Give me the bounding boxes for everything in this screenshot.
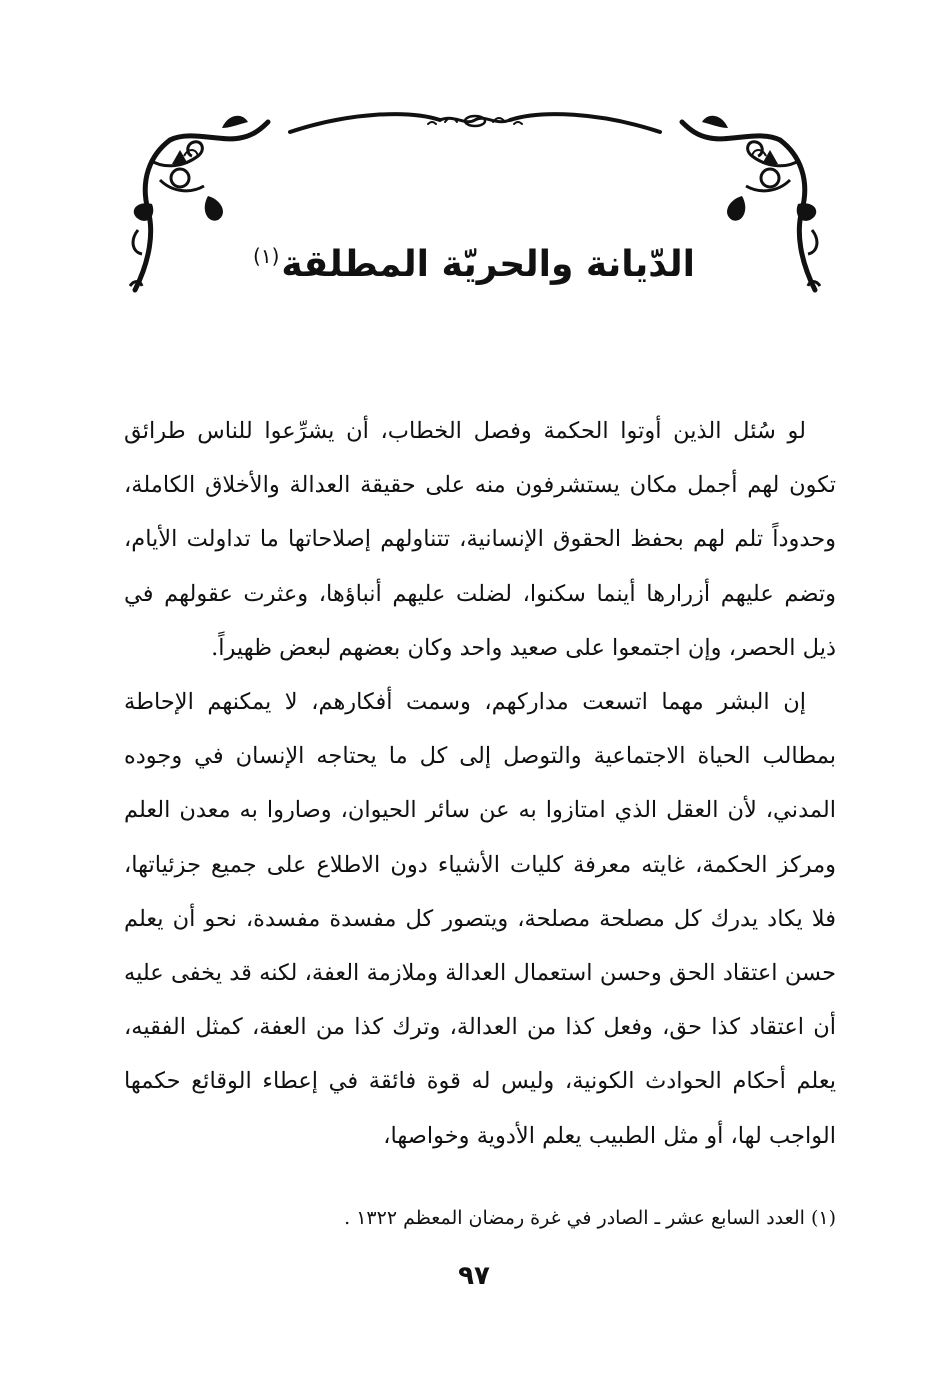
footnote-marker: (١) [810, 1207, 836, 1229]
chapter-title-text: الدّيانة والحريّة المطلقة [281, 244, 695, 285]
paragraph-2: إن البشر مهما اتسعت مداركهم، وسمت أفكارهم، لا يمكنهم الإحاطة بمطالب الحياة الاجتماعية والتوصل إلى كل ما يحتاجه الإنسان في وجوده المدني، لأن العقل الذي امتازوا به عن سائر الحيوان، وصاروا به معدن العلم ومركز الحكمة، غايته معرفة كليات الأشياء دون الاطلاع على جميع جزئياتها، فلا يكاد يدرك كل مصلحة مصلحة، ويتصور كل مفسدة مفسدة، نحو أن يعلم حسن اعتقاد الحق وحسن استعمال العدالة وملازمة العفة، لكنه قد يخفى عليه أن اعتقاد كذا حق، وفعل كذا من العدالة، وترك كذا من العفة، كمثل الفقيه، يعلم أحكام الحوادث الكونية، وليس له قوة فائقة في إعطاء الوقائع حكمها الواجب لها، أو مثل الطبيب يعلم الأدوية وخواصها، [124, 689, 836, 1149]
title-footnote-marker: (١) [253, 244, 280, 268]
footnote [124, 1200, 836, 1236]
paragraph-1: لو سُئل الذين أوتوا الحكمة وفصل الخطاب، أن يشرِّعوا للناس طرائق تكون لهم أجمل مكان يستشرفون منه على حقيقة العدالة والأخلاق الكاملة، وحدوداً تلم لهم بحفظ الحقوق الإنسانية، تتناولهم إصلاحاتها ما تداولت الأيام، وتضم عليهم أزرارها أينما سكنوا، لضلت عليهم أنباؤها، وعثرت عقولهم في ذيل الحصر، وإن اجتمعوا على صعيد واحد وكان بعضهم لبعض ظهيراً. [124, 418, 836, 661]
page-number: ٩٧ [458, 1261, 490, 1291]
body-text [124, 404, 836, 1163]
top-swash-ornament [290, 114, 660, 132]
chapter-title [180, 226, 768, 295]
footnote-text: العدد السابع عشر ـ الصادر في غرة رمضان المعظم ١٣٢٢ . [344, 1207, 805, 1229]
